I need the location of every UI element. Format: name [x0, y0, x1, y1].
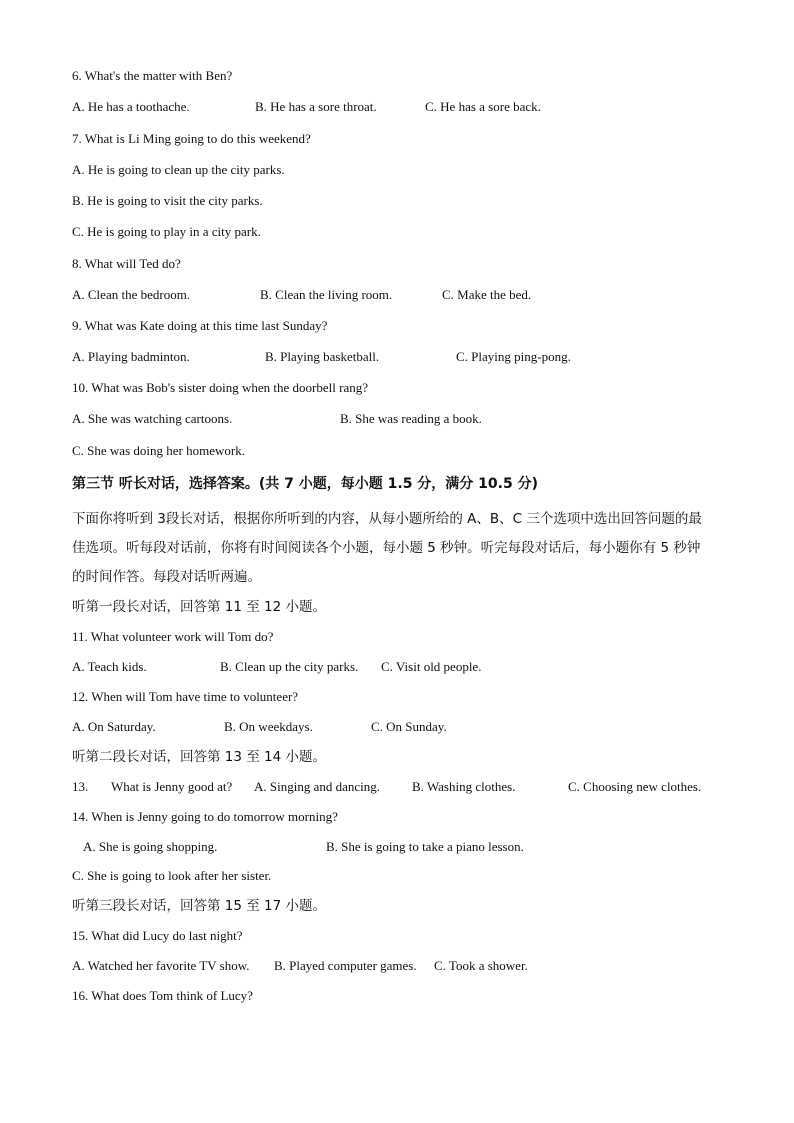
- option-b: B. Played computer games.: [274, 958, 417, 973]
- question-8: 8. What will Ted do?: [72, 256, 181, 271]
- question-6: 6. What's the matter with Ben?: [72, 68, 233, 83]
- option-b: B. Washing clothes.: [412, 779, 516, 794]
- question-7-option-c: C. He is going to play in a city park.: [72, 224, 261, 239]
- question-14-option-c: C. She is going to look after her sister.: [72, 868, 272, 883]
- option-b: B. On weekdays.: [224, 719, 313, 734]
- question-11: 11. What volunteer work will Tom do?: [72, 629, 274, 644]
- question-14-options: [72, 839, 722, 855]
- question-12-options: [72, 719, 722, 735]
- option-a: A. Watched her favorite TV show.: [72, 958, 250, 973]
- option-c: C. He has a sore back.: [425, 99, 541, 114]
- question-13-text: What is Jenny good at?: [111, 779, 233, 794]
- question-16: 16. What does Tom think of Lucy?: [72, 988, 253, 1003]
- instructions-line-2: 佳选项。听每段对话前，你将有时间阅读各个小题，每小题 5 秒钟。听完每段对话后，每小题你有 5 秒钟: [72, 540, 701, 556]
- question-7: 7. What is Li Ming going to do this weekend?: [72, 131, 311, 146]
- dialogue-1-heading: 听第一段长对话，回答第 11 至 12 小题。: [72, 599, 327, 615]
- option-b: B. He has a sore throat.: [255, 99, 377, 114]
- question-7-option-b: B. He is going to visit the city parks.: [72, 193, 263, 208]
- question-11-options: [72, 659, 722, 675]
- instructions-line-3: 的时间作答。每段对话听两遍。: [72, 569, 261, 585]
- question-12: 12. When will Tom have time to volunteer?: [72, 689, 299, 704]
- option-b: B. Playing basketball.: [265, 349, 380, 364]
- question-10-option-c: C. She was doing her homework.: [72, 443, 245, 458]
- dialogue-2-heading: 听第二段长对话，回答第 13 至 14 小题。: [72, 749, 327, 765]
- option-b: B. Clean up the city parks.: [220, 659, 359, 674]
- option-c: C. Visit old people.: [381, 659, 482, 674]
- question-10-options: [72, 411, 722, 427]
- option-c: C. Took a shower.: [434, 958, 528, 973]
- dialogue-3-heading: 听第三段长对话，回答第 15 至 17 小题。: [72, 898, 327, 914]
- instructions-line-1: 下面你将听到 3段长对话，根据你所听到的内容，从每小题所给的 A、B、C 三个选项中选出回答问题的最: [72, 511, 702, 527]
- option-a: A. Clean the bedroom.: [72, 287, 191, 302]
- question-9-options: [72, 349, 722, 365]
- option-a: A. She is going shopping.: [83, 839, 218, 854]
- option-a: A. He has a toothache.: [72, 99, 190, 114]
- question-10: 10. What was Bob's sister doing when the doorbell rang?: [72, 380, 368, 395]
- option-b: B. She was reading a book.: [340, 411, 482, 426]
- question-8-options: [72, 287, 722, 303]
- option-c: C. Playing ping-pong.: [456, 349, 571, 364]
- option-a: A. Teach kids.: [72, 659, 147, 674]
- section-title: 第三节 听长对话，选择答案。(共 7 小题，每小题 1.5 分，满分 10.5 分): [72, 476, 538, 492]
- question-15-options: [72, 958, 722, 974]
- option-c: C. Choosing new clothes.: [568, 779, 702, 794]
- question-9: 9. What was Kate doing at this time last Sunday?: [72, 318, 328, 333]
- question-13-number: 13.: [72, 779, 89, 794]
- question-15: 15. What did Lucy do last night?: [72, 928, 243, 943]
- option-b: B. She is going to take a piano lesson.: [326, 839, 524, 854]
- option-a: A. She was watching cartoons.: [72, 411, 233, 426]
- question-6-options: [72, 99, 722, 115]
- question-13: [72, 779, 722, 795]
- option-a: A. Singing and dancing.: [254, 779, 381, 794]
- question-7-option-a: A. He is going to clean up the city parks.: [72, 162, 285, 177]
- question-14: 14. When is Jenny going to do tomorrow morning?: [72, 809, 338, 824]
- option-b: B. Clean the living room.: [260, 287, 393, 302]
- option-a: A. Playing badminton.: [72, 349, 190, 364]
- option-c: C. Make the bed.: [442, 287, 532, 302]
- option-a: A. On Saturday.: [72, 719, 156, 734]
- option-c: C. On Sunday.: [371, 719, 447, 734]
